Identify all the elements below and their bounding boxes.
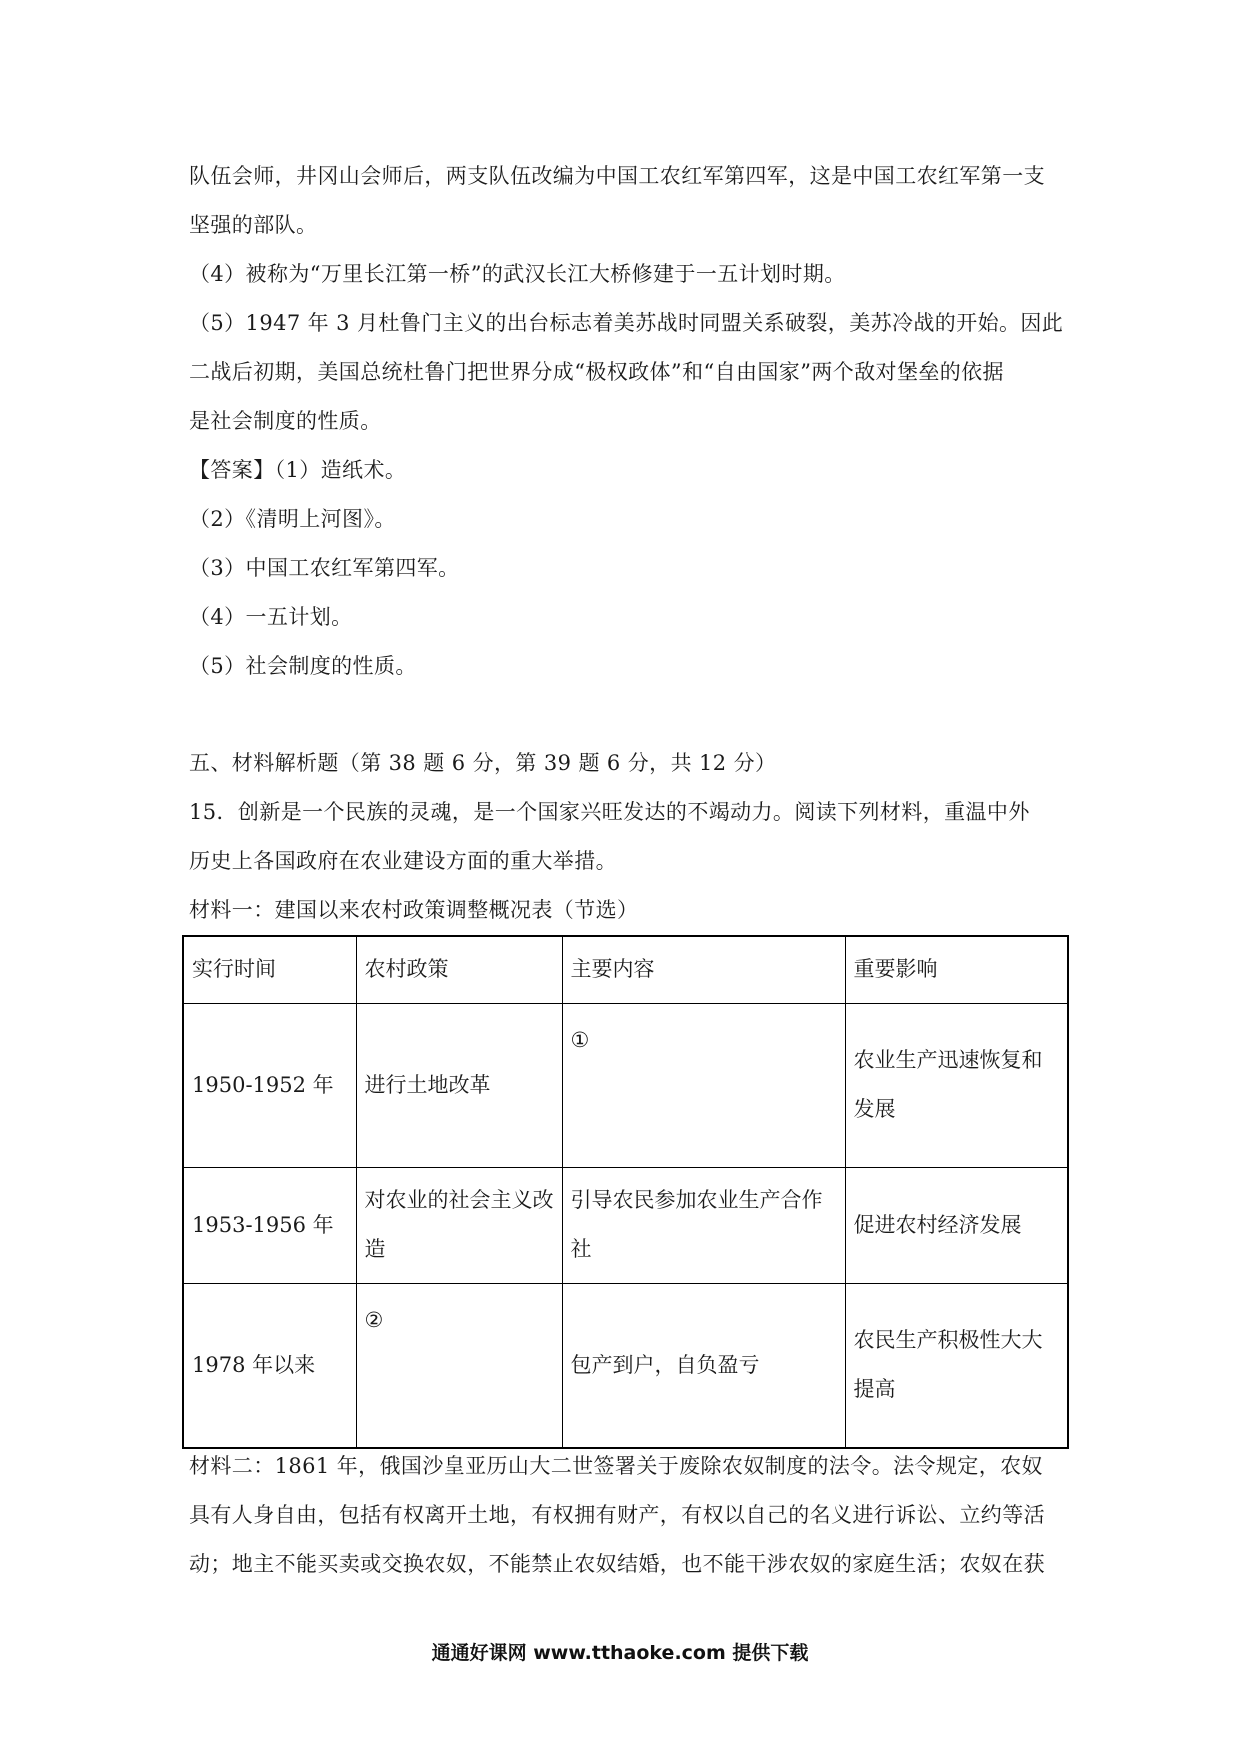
text-line: 是社会制度的性质。 [189,409,382,433]
text-line: 动；地主不能买卖或交换农奴，不能禁止农奴结婚，也不能干涉农奴的家庭生活；农奴在获 [189,1552,1045,1576]
answer-item: （3）中国工农红军第四军。 [189,556,460,580]
table-cell-content: 引导农民参加农业生产合作社 [562,1167,845,1283]
table-header-cell: 农村政策 [356,936,562,1003]
answer-item: 【答案】（1）造纸术。 [189,458,407,482]
question-line: 历史上各国政府在农业建设方面的重大举措。 [189,849,617,873]
table-header-row [183,936,1068,1003]
table-cell-impact: 促进农村经济发展 [845,1167,1068,1283]
text-line: （5）1947 年 3 月杜鲁门主义的出台标志着美苏战时同盟关系破裂，美苏冷战的开始。因此 [189,311,1064,335]
table-cell-time: 1953-1956 年 [183,1167,356,1283]
question-line: 15．创新是一个民族的灵魂，是一个国家兴旺发达的不竭动力。阅读下列材料，重温中外 [189,800,1030,824]
table-cell-time: 1978 年以来 [183,1283,356,1448]
continuation-paragraph [189,152,1069,691]
policy-table [182,935,1069,1449]
table-header-cell: 实行时间 [183,936,356,1003]
text-line: 材料二：1861 年，俄国沙皇亚历山大二世签署关于废除农奴制度的法令。法令规定，农奴 [189,1454,1043,1478]
table-row [183,1003,1068,1167]
download-footer: 通通好课网 www.tthaoke.com 提供下载 [431,1642,809,1664]
table-cell-time: 1950-1952 年 [183,1003,356,1167]
text-line: 二战后初期，美国总统杜鲁门把世界分成“极权政体”和“自由国家”两个敌对堡垒的依据 [189,360,1004,384]
text-line: 具有人身自由，包括有权离开土地，有权拥有财产，有权以自己的名义进行诉讼、立约等活 [189,1503,1045,1527]
table-row [183,1283,1068,1448]
text-line: 坚强的部队。 [189,213,318,237]
material-one-title: 材料一：建国以来农村政策调整概况表（节选） [189,898,639,922]
table-cell-impact: 农业生产迅速恢复和发展 [845,1003,1068,1167]
table-cell-policy: 对农业的社会主义改造 [356,1167,562,1283]
answer-item: （5）社会制度的性质。 [189,654,417,678]
table-cell-content: 包产到户，自负盈亏 [562,1283,845,1448]
analysis-item-4: （4）被称为“万里长江第一桥”的武汉长江大桥修建于一五计划时期。 [189,262,846,286]
table-row [183,1167,1068,1283]
text-line: 队伍会师，井冈山会师后，两支队伍改编为中国工农红军第四军，这是中国工农红军第一支 [189,164,1045,188]
section-heading: 五、材料解析题（第 38 题 6 分，第 39 题 6 分，共 12 分） [189,751,777,775]
table-cell-policy: ② [356,1283,562,1448]
table-cell-impact: 农民生产积极性大大提高 [845,1283,1068,1448]
section-five [189,739,1069,935]
table-header-cell: 重要影响 [845,936,1068,1003]
table-cell-policy: 进行土地改革 [356,1003,562,1167]
table-cell-content: ① [562,1003,845,1167]
answer-item: （4）一五计划。 [189,605,353,629]
table-header-cell: 主要内容 [562,936,845,1003]
answer-item: （2）《清明上河图》。 [189,507,396,531]
material-two-paragraph [189,1442,1069,1589]
